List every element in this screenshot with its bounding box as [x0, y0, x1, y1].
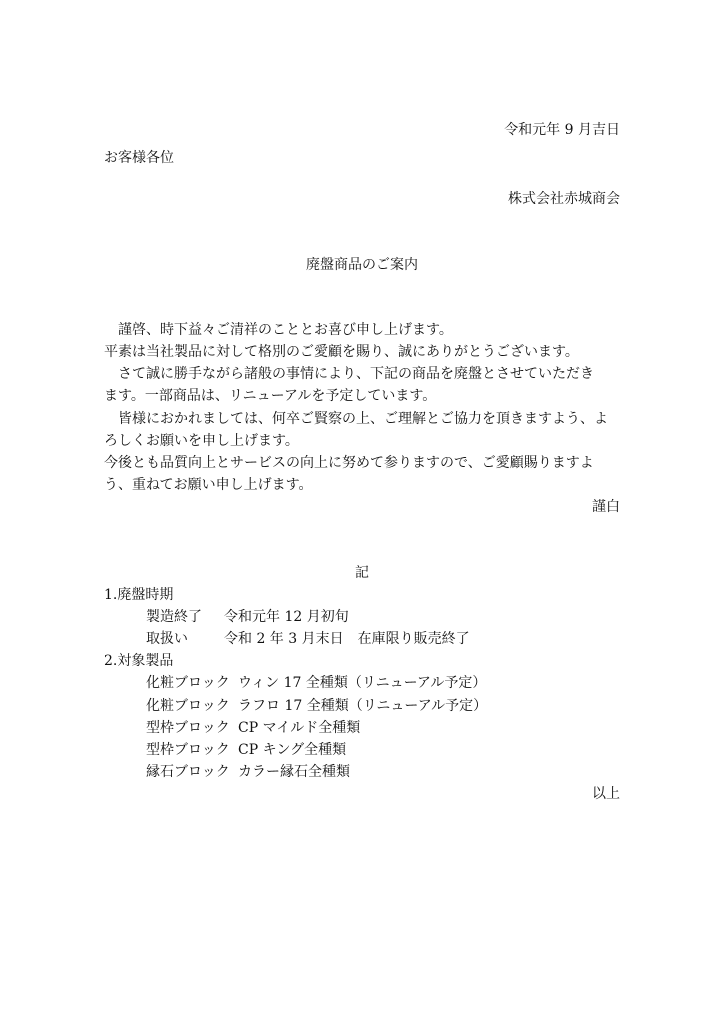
- letter-date: 令和元年 9 月吉日: [504, 122, 620, 138]
- row-label: 取扱い: [146, 631, 188, 647]
- row-label: 型枠ブロック: [146, 742, 230, 758]
- body-line-4: ます。一部商品は、リニューアルを予定しています。: [104, 388, 437, 404]
- record-heading: 記: [355, 565, 369, 581]
- section-2-row-3: [146, 718, 360, 738]
- section-2-row-5: [146, 762, 350, 782]
- section-1-row-2: [146, 629, 470, 649]
- row-label: 型枠ブロック: [146, 720, 230, 736]
- row-label: 縁石ブロック: [146, 764, 230, 780]
- section-2-row-2: [146, 696, 487, 716]
- body-line-5: 皆様におかれましては、何卒ご賢察の上、ご理解とご協力を頂きますよう、よ: [118, 411, 608, 427]
- section-2-row-1: [146, 673, 486, 693]
- row-value: CP キング全種類: [238, 742, 347, 758]
- body-line-7: 今後とも品質向上とサービスの向上に努めて参りますので、ご愛顧賜りますよ: [104, 455, 594, 471]
- closing-word: 謹白: [592, 499, 620, 515]
- section-1-row-1: [146, 607, 349, 627]
- row-value: 令和元年 12 月初旬: [224, 609, 349, 625]
- row-value: ラフロ 17 全種類（リニューアル予定）: [238, 698, 488, 714]
- section-1-title: 1.廃盤時期: [104, 587, 174, 603]
- row-value: CP マイルド全種類: [238, 720, 361, 736]
- body-line-8: う、重ねてお願い申し上げます。: [104, 477, 313, 493]
- document-title: 廃盤商品のご案内: [306, 257, 418, 273]
- section-2-title: 2.対象製品: [104, 653, 174, 669]
- row-value: ウィン 17 全種類（リニューアル予定）: [238, 675, 487, 691]
- section-2-row-4: [146, 740, 346, 760]
- row-value: カラー縁石全種類: [238, 764, 350, 780]
- body-line-2: 平素は当社製品に対して格別のご愛顧を賜り、誠にありがとうございます。: [104, 344, 579, 360]
- body-line-6: ろしくお願いを申し上げます。: [104, 433, 299, 449]
- row-label: 化粧ブロック: [146, 698, 230, 714]
- row-label: 製造終了: [146, 609, 202, 625]
- recipient: お客様各位: [104, 150, 174, 166]
- end-word: 以上: [592, 786, 620, 802]
- sender-company: 株式会社赤城商会: [508, 191, 620, 207]
- body-line-3: さて誠に勝手ながら諸般の事情により、下記の商品を廃盤とさせていただき: [118, 366, 594, 382]
- row-label: 化粧ブロック: [146, 675, 230, 691]
- row-value: 令和 2 年 3 月末日 在庫限り販売終了: [224, 631, 470, 647]
- body-line-1: 謹啓、時下益々ご清祥のこととお喜び申し上げます。: [118, 322, 453, 338]
